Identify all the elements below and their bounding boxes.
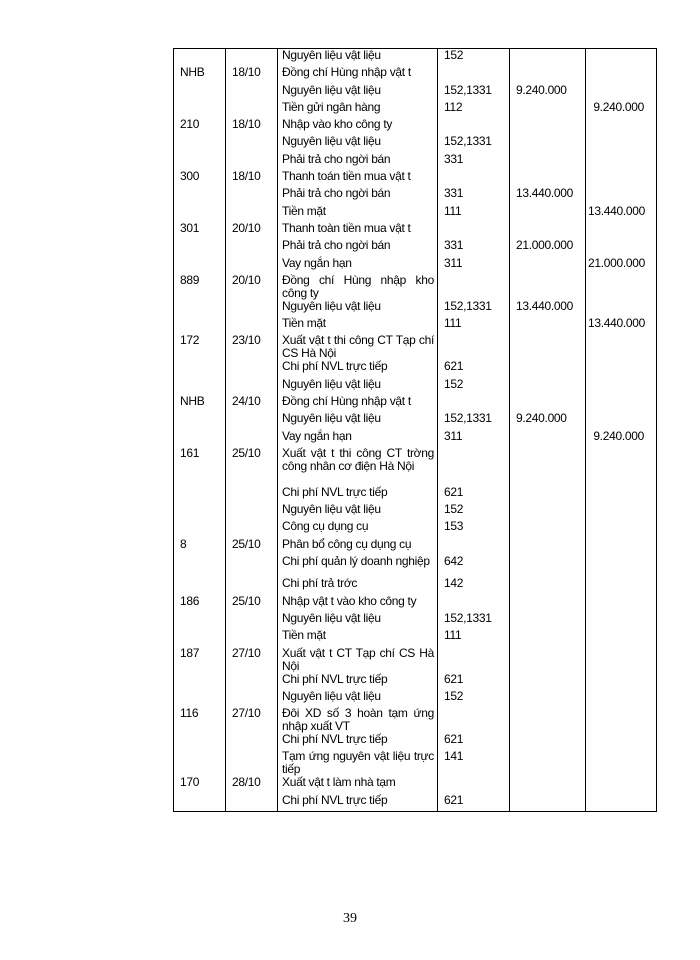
voucher-number-cell xyxy=(174,49,226,67)
account-code-cell: 621 xyxy=(438,486,510,503)
debit-amount-cell xyxy=(510,447,586,486)
debit-amount-cell xyxy=(510,101,586,118)
description-cell: Chi phí NVL trực tiếp xyxy=(278,794,438,812)
voucher-number-cell: 170 xyxy=(174,776,226,793)
account-code-cell: 152 xyxy=(438,49,510,67)
credit-amount-cell xyxy=(586,538,657,555)
voucher-date-cell: 25/10 xyxy=(226,447,278,486)
debit-amount-cell: 13.440.000 xyxy=(510,300,586,317)
debit-amount-cell xyxy=(510,170,586,187)
debit-amount-cell: 13.440.000 xyxy=(510,187,586,204)
voucher-number-cell xyxy=(174,430,226,447)
account-code-cell: 152 xyxy=(438,378,510,395)
description-cell: Tạm ứng nguyên vật liệu trực tiếp xyxy=(278,750,438,776)
credit-amount-cell xyxy=(586,733,657,750)
voucher-date-cell xyxy=(226,257,278,274)
voucher-number-cell xyxy=(174,153,226,170)
credit-amount-cell xyxy=(586,118,657,135)
account-code-cell: 331 xyxy=(438,153,510,170)
debit-amount-cell xyxy=(510,274,586,300)
credit-amount-cell xyxy=(586,170,657,187)
credit-amount-cell: 9.240.000 xyxy=(586,101,657,118)
ledger-row xyxy=(174,135,657,152)
voucher-date-cell: 20/10 xyxy=(226,222,278,239)
ledger-row xyxy=(174,49,657,67)
ledger-row xyxy=(174,84,657,101)
debit-amount-cell xyxy=(510,222,586,239)
account-code-cell: 111 xyxy=(438,317,510,334)
voucher-date-cell: 18/10 xyxy=(226,66,278,83)
voucher-date-cell xyxy=(226,520,278,537)
ledger-row xyxy=(174,750,657,776)
description-cell: Công cụ dụng cụ xyxy=(278,520,438,537)
debit-amount-cell xyxy=(510,794,586,812)
account-code-cell xyxy=(438,222,510,239)
voucher-date-cell xyxy=(226,135,278,152)
debit-amount-cell xyxy=(510,776,586,793)
voucher-date-cell xyxy=(226,503,278,520)
voucher-number-cell: 889 xyxy=(174,274,226,300)
description-cell: Chi phí NVL trực tiếp xyxy=(278,486,438,503)
ledger-row xyxy=(174,101,657,118)
debit-amount-cell xyxy=(510,334,586,360)
account-code-cell xyxy=(438,647,510,673)
credit-amount-cell xyxy=(586,486,657,503)
voucher-date-cell xyxy=(226,239,278,256)
credit-amount-cell: 21.000.000 xyxy=(586,257,657,274)
voucher-number-cell xyxy=(174,257,226,274)
voucher-number-cell xyxy=(174,300,226,317)
ledger-row xyxy=(174,239,657,256)
voucher-number-cell xyxy=(174,577,226,594)
credit-amount-cell xyxy=(586,629,657,646)
debit-amount-cell xyxy=(510,595,586,612)
voucher-number-cell: 301 xyxy=(174,222,226,239)
credit-amount-cell xyxy=(586,412,657,429)
account-code-cell xyxy=(438,538,510,555)
voucher-number-cell xyxy=(174,486,226,503)
description-cell: Vay ngắn hạn xyxy=(278,430,438,447)
ledger-row xyxy=(174,577,657,594)
description-cell: Xuất vật t thi công CT Tạp chí CS Hà Nội xyxy=(278,334,438,360)
ledger-row xyxy=(174,170,657,187)
credit-amount-cell xyxy=(586,447,657,486)
credit-amount-cell xyxy=(586,794,657,812)
ledger-row xyxy=(174,317,657,334)
ledger-row xyxy=(174,257,657,274)
ledger-row xyxy=(174,794,657,812)
description-cell: Chi phí NVL trực tiếp xyxy=(278,733,438,750)
account-code-cell: 142 xyxy=(438,577,510,594)
voucher-date-cell xyxy=(226,49,278,67)
debit-amount-cell xyxy=(510,430,586,447)
voucher-number-cell: 300 xyxy=(174,170,226,187)
account-code-cell: 621 xyxy=(438,794,510,812)
account-code-cell: 111 xyxy=(438,629,510,646)
ledger-row xyxy=(174,66,657,83)
account-code-cell: 152,1331 xyxy=(438,412,510,429)
credit-amount-cell xyxy=(586,360,657,377)
debit-amount-cell xyxy=(510,153,586,170)
account-code-cell: 331 xyxy=(438,187,510,204)
voucher-date-cell: 25/10 xyxy=(226,538,278,555)
voucher-number-cell xyxy=(174,673,226,690)
debit-amount-cell xyxy=(510,360,586,377)
debit-amount-cell xyxy=(510,317,586,334)
credit-amount-cell xyxy=(586,707,657,733)
voucher-number-cell: 186 xyxy=(174,595,226,612)
debit-amount-cell xyxy=(510,135,586,152)
credit-amount-cell xyxy=(586,503,657,520)
account-code-cell xyxy=(438,170,510,187)
debit-amount-cell xyxy=(510,486,586,503)
voucher-number-cell xyxy=(174,412,226,429)
voucher-date-cell xyxy=(226,555,278,578)
debit-amount-cell xyxy=(510,647,586,673)
credit-amount-cell xyxy=(586,239,657,256)
description-cell: Chi phí quản lý doanh nghiệp xyxy=(278,555,438,578)
credit-amount-cell xyxy=(586,555,657,578)
account-code-cell xyxy=(438,395,510,412)
debit-amount-cell xyxy=(510,538,586,555)
ledger-row xyxy=(174,520,657,537)
voucher-date-cell xyxy=(226,430,278,447)
ledger-row xyxy=(174,300,657,317)
description-cell: Chi phí NVL trực tiếp xyxy=(278,360,438,377)
description-cell: Thanh toàn tiền mua vật t xyxy=(278,222,438,239)
account-code-cell: 152,1331 xyxy=(438,300,510,317)
description-cell: Phải trả cho ngời bán xyxy=(278,153,438,170)
voucher-date-cell: 24/10 xyxy=(226,395,278,412)
voucher-date-cell: 18/10 xyxy=(226,118,278,135)
voucher-number-cell xyxy=(174,750,226,776)
account-code-cell xyxy=(438,118,510,135)
description-cell: Nguyên liệu vật liệu xyxy=(278,612,438,629)
description-cell: Nguyên liệu vật liệu xyxy=(278,300,438,317)
account-code-cell xyxy=(438,707,510,733)
account-code-cell: 112 xyxy=(438,101,510,118)
voucher-number-cell xyxy=(174,690,226,707)
voucher-date-cell xyxy=(226,612,278,629)
voucher-date-cell xyxy=(226,412,278,429)
voucher-date-cell xyxy=(226,300,278,317)
debit-amount-cell xyxy=(510,257,586,274)
ledger-row xyxy=(174,629,657,646)
voucher-number-cell: 210 xyxy=(174,118,226,135)
account-code-cell: 311 xyxy=(438,430,510,447)
voucher-date-cell xyxy=(226,101,278,118)
description-cell: Đôi XD số 3 hoàn tạm ứng nhập xuất VT xyxy=(278,707,438,733)
debit-amount-cell xyxy=(510,395,586,412)
debit-amount-cell xyxy=(510,205,586,222)
ledger-row xyxy=(174,205,657,222)
ledger-row xyxy=(174,395,657,412)
credit-amount-cell xyxy=(586,153,657,170)
voucher-date-cell xyxy=(226,187,278,204)
description-cell: Chi phí trả trớc xyxy=(278,577,438,594)
ledger-row xyxy=(174,412,657,429)
credit-amount-cell xyxy=(586,222,657,239)
ledger-row xyxy=(174,430,657,447)
voucher-date-cell: 20/10 xyxy=(226,274,278,300)
ledger-row xyxy=(174,707,657,733)
credit-amount-cell: 9.240.000 xyxy=(586,430,657,447)
ledger-row xyxy=(174,274,657,300)
voucher-date-cell xyxy=(226,690,278,707)
account-code-cell: 152,1331 xyxy=(438,84,510,101)
description-cell: Thanh toán tiền mua vật t xyxy=(278,170,438,187)
debit-amount-cell xyxy=(510,378,586,395)
debit-amount-cell xyxy=(510,629,586,646)
description-cell: Đồng chí Hùng nhập vật t xyxy=(278,66,438,83)
account-code-cell xyxy=(438,274,510,300)
voucher-date-cell xyxy=(226,205,278,222)
voucher-number-cell xyxy=(174,187,226,204)
account-code-cell: 152 xyxy=(438,503,510,520)
account-code-cell: 141 xyxy=(438,750,510,776)
debit-amount-cell: 9.240.000 xyxy=(510,84,586,101)
description-cell: Chi phí NVL trực tiếp xyxy=(278,673,438,690)
account-code-cell: 331 xyxy=(438,239,510,256)
voucher-number-cell xyxy=(174,378,226,395)
voucher-number-cell xyxy=(174,733,226,750)
voucher-date-cell xyxy=(226,629,278,646)
ledger-row xyxy=(174,733,657,750)
description-cell: Nguyên liệu vật liệu xyxy=(278,378,438,395)
credit-amount-cell xyxy=(586,577,657,594)
description-cell: Nguyên liệu vật liệu xyxy=(278,690,438,707)
voucher-number-cell xyxy=(174,629,226,646)
credit-amount-cell xyxy=(586,334,657,360)
ledger-row xyxy=(174,690,657,707)
voucher-number-cell xyxy=(174,520,226,537)
voucher-date-cell xyxy=(226,794,278,812)
ledger-row xyxy=(174,555,657,578)
voucher-date-cell xyxy=(226,486,278,503)
voucher-date-cell xyxy=(226,153,278,170)
debit-amount-cell: 21.000.000 xyxy=(510,239,586,256)
ledger-row xyxy=(174,118,657,135)
voucher-date-cell xyxy=(226,733,278,750)
credit-amount-cell xyxy=(586,300,657,317)
voucher-date-cell xyxy=(226,317,278,334)
journal-table-body xyxy=(174,49,657,812)
debit-amount-cell xyxy=(510,577,586,594)
description-cell: Đồng chí Hùng nhập kho công ty xyxy=(278,274,438,300)
credit-amount-cell xyxy=(586,612,657,629)
credit-amount-cell xyxy=(586,750,657,776)
account-code-cell xyxy=(438,776,510,793)
credit-amount-cell xyxy=(586,187,657,204)
account-code-cell xyxy=(438,595,510,612)
account-code-cell: 311 xyxy=(438,257,510,274)
voucher-number-cell: 187 xyxy=(174,647,226,673)
ledger-row xyxy=(174,647,657,673)
ledger-row xyxy=(174,612,657,629)
voucher-date-cell: 27/10 xyxy=(226,707,278,733)
debit-amount-cell xyxy=(510,750,586,776)
account-code-cell: 152,1331 xyxy=(438,612,510,629)
description-cell: Nguyên liệu vật liệu xyxy=(278,135,438,152)
account-code-cell: 621 xyxy=(438,673,510,690)
ledger-row xyxy=(174,673,657,690)
description-cell: Nguyên liệu vật liệu xyxy=(278,49,438,67)
voucher-date-cell xyxy=(226,84,278,101)
ledger-row xyxy=(174,486,657,503)
journal-table xyxy=(173,48,657,812)
account-code-cell: 621 xyxy=(438,360,510,377)
description-cell: Nguyên liệu vật liệu xyxy=(278,412,438,429)
voucher-number-cell xyxy=(174,205,226,222)
page-number: 39 xyxy=(343,911,357,926)
description-cell: Nguyên liệu vật liệu xyxy=(278,503,438,520)
credit-amount-cell xyxy=(586,520,657,537)
voucher-date-cell: 27/10 xyxy=(226,647,278,673)
debit-amount-cell xyxy=(510,673,586,690)
voucher-number-cell xyxy=(174,360,226,377)
ledger-row xyxy=(174,187,657,204)
ledger-row xyxy=(174,360,657,377)
account-code-cell: 111 xyxy=(438,205,510,222)
debit-amount-cell xyxy=(510,690,586,707)
voucher-number-cell xyxy=(174,135,226,152)
voucher-number-cell: 161 xyxy=(174,447,226,486)
description-cell: Phải trả cho ngời bán xyxy=(278,239,438,256)
debit-amount-cell xyxy=(510,733,586,750)
description-cell: Đồng chí Hùng nhập vật t xyxy=(278,395,438,412)
description-cell: Phân bổ công cụ dụng cụ xyxy=(278,538,438,555)
debit-amount-cell xyxy=(510,503,586,520)
ledger-row xyxy=(174,503,657,520)
account-code-cell xyxy=(438,334,510,360)
voucher-date-cell: 25/10 xyxy=(226,595,278,612)
ledger-row xyxy=(174,334,657,360)
description-cell: Phải trả cho ngời bán xyxy=(278,187,438,204)
voucher-number-cell xyxy=(174,84,226,101)
voucher-date-cell: 18/10 xyxy=(226,170,278,187)
debit-amount-cell xyxy=(510,66,586,83)
account-code-cell: 621 xyxy=(438,733,510,750)
ledger-row xyxy=(174,538,657,555)
debit-amount-cell xyxy=(510,118,586,135)
voucher-date-cell xyxy=(226,360,278,377)
description-cell: Xuất vật t CT Tạp chí CS Hà Nội xyxy=(278,647,438,673)
voucher-number-cell: NHB xyxy=(174,395,226,412)
account-code-cell: 642 xyxy=(438,555,510,578)
ledger-row xyxy=(174,595,657,612)
account-code-cell: 152,1331 xyxy=(438,135,510,152)
account-code-cell xyxy=(438,66,510,83)
description-cell: Xuất vật t thi công CT trờng công nhân cơ điện Hà Nội xyxy=(278,447,438,486)
description-cell: Nhập vào kho công ty xyxy=(278,118,438,135)
ledger-row xyxy=(174,447,657,486)
credit-amount-cell xyxy=(586,673,657,690)
ledger-row xyxy=(174,378,657,395)
ledger-row xyxy=(174,222,657,239)
description-cell: Xuất vật t làm nhà tạm xyxy=(278,776,438,793)
voucher-number-cell: 8 xyxy=(174,538,226,555)
account-code-cell: 153 xyxy=(438,520,510,537)
account-code-cell: 152 xyxy=(438,690,510,707)
voucher-number-cell xyxy=(174,239,226,256)
credit-amount-cell xyxy=(586,274,657,300)
description-cell: Vay ngắn hạn xyxy=(278,257,438,274)
credit-amount-cell xyxy=(586,378,657,395)
voucher-number-cell xyxy=(174,612,226,629)
account-code-cell xyxy=(438,447,510,486)
credit-amount-cell xyxy=(586,66,657,83)
credit-amount-cell xyxy=(586,595,657,612)
voucher-date-cell xyxy=(226,750,278,776)
debit-amount-cell xyxy=(510,520,586,537)
ledger-row xyxy=(174,153,657,170)
voucher-number-cell: 172 xyxy=(174,334,226,360)
voucher-date-cell: 23/10 xyxy=(226,334,278,360)
credit-amount-cell: 13.440.000 xyxy=(586,205,657,222)
debit-amount-cell xyxy=(510,555,586,578)
debit-amount-cell xyxy=(510,612,586,629)
credit-amount-cell xyxy=(586,135,657,152)
description-cell: Tiền mặt xyxy=(278,317,438,334)
voucher-number-cell xyxy=(174,555,226,578)
voucher-number-cell xyxy=(174,101,226,118)
description-cell: Nguyên liệu vật liệu xyxy=(278,84,438,101)
description-cell: Tiền gửi ngân hàng xyxy=(278,101,438,118)
credit-amount-cell xyxy=(586,84,657,101)
voucher-date-cell xyxy=(226,378,278,395)
debit-amount-cell: 9.240.000 xyxy=(510,412,586,429)
debit-amount-cell xyxy=(510,49,586,67)
voucher-date-cell xyxy=(226,673,278,690)
debit-amount-cell xyxy=(510,707,586,733)
credit-amount-cell xyxy=(586,395,657,412)
voucher-number-cell xyxy=(174,317,226,334)
voucher-date-cell: 28/10 xyxy=(226,776,278,793)
voucher-number-cell xyxy=(174,794,226,812)
credit-amount-cell xyxy=(586,49,657,67)
ledger-row xyxy=(174,776,657,793)
description-cell: Tiền mặt xyxy=(278,629,438,646)
credit-amount-cell: 13.440.000 xyxy=(586,317,657,334)
credit-amount-cell xyxy=(586,776,657,793)
voucher-date-cell xyxy=(226,577,278,594)
description-cell: Tiền mặt xyxy=(278,205,438,222)
voucher-number-cell xyxy=(174,503,226,520)
description-cell: Nhập vật t vào kho công ty xyxy=(278,595,438,612)
voucher-number-cell: 116 xyxy=(174,707,226,733)
credit-amount-cell xyxy=(586,690,657,707)
voucher-number-cell: NHB xyxy=(174,66,226,83)
credit-amount-cell xyxy=(586,647,657,673)
